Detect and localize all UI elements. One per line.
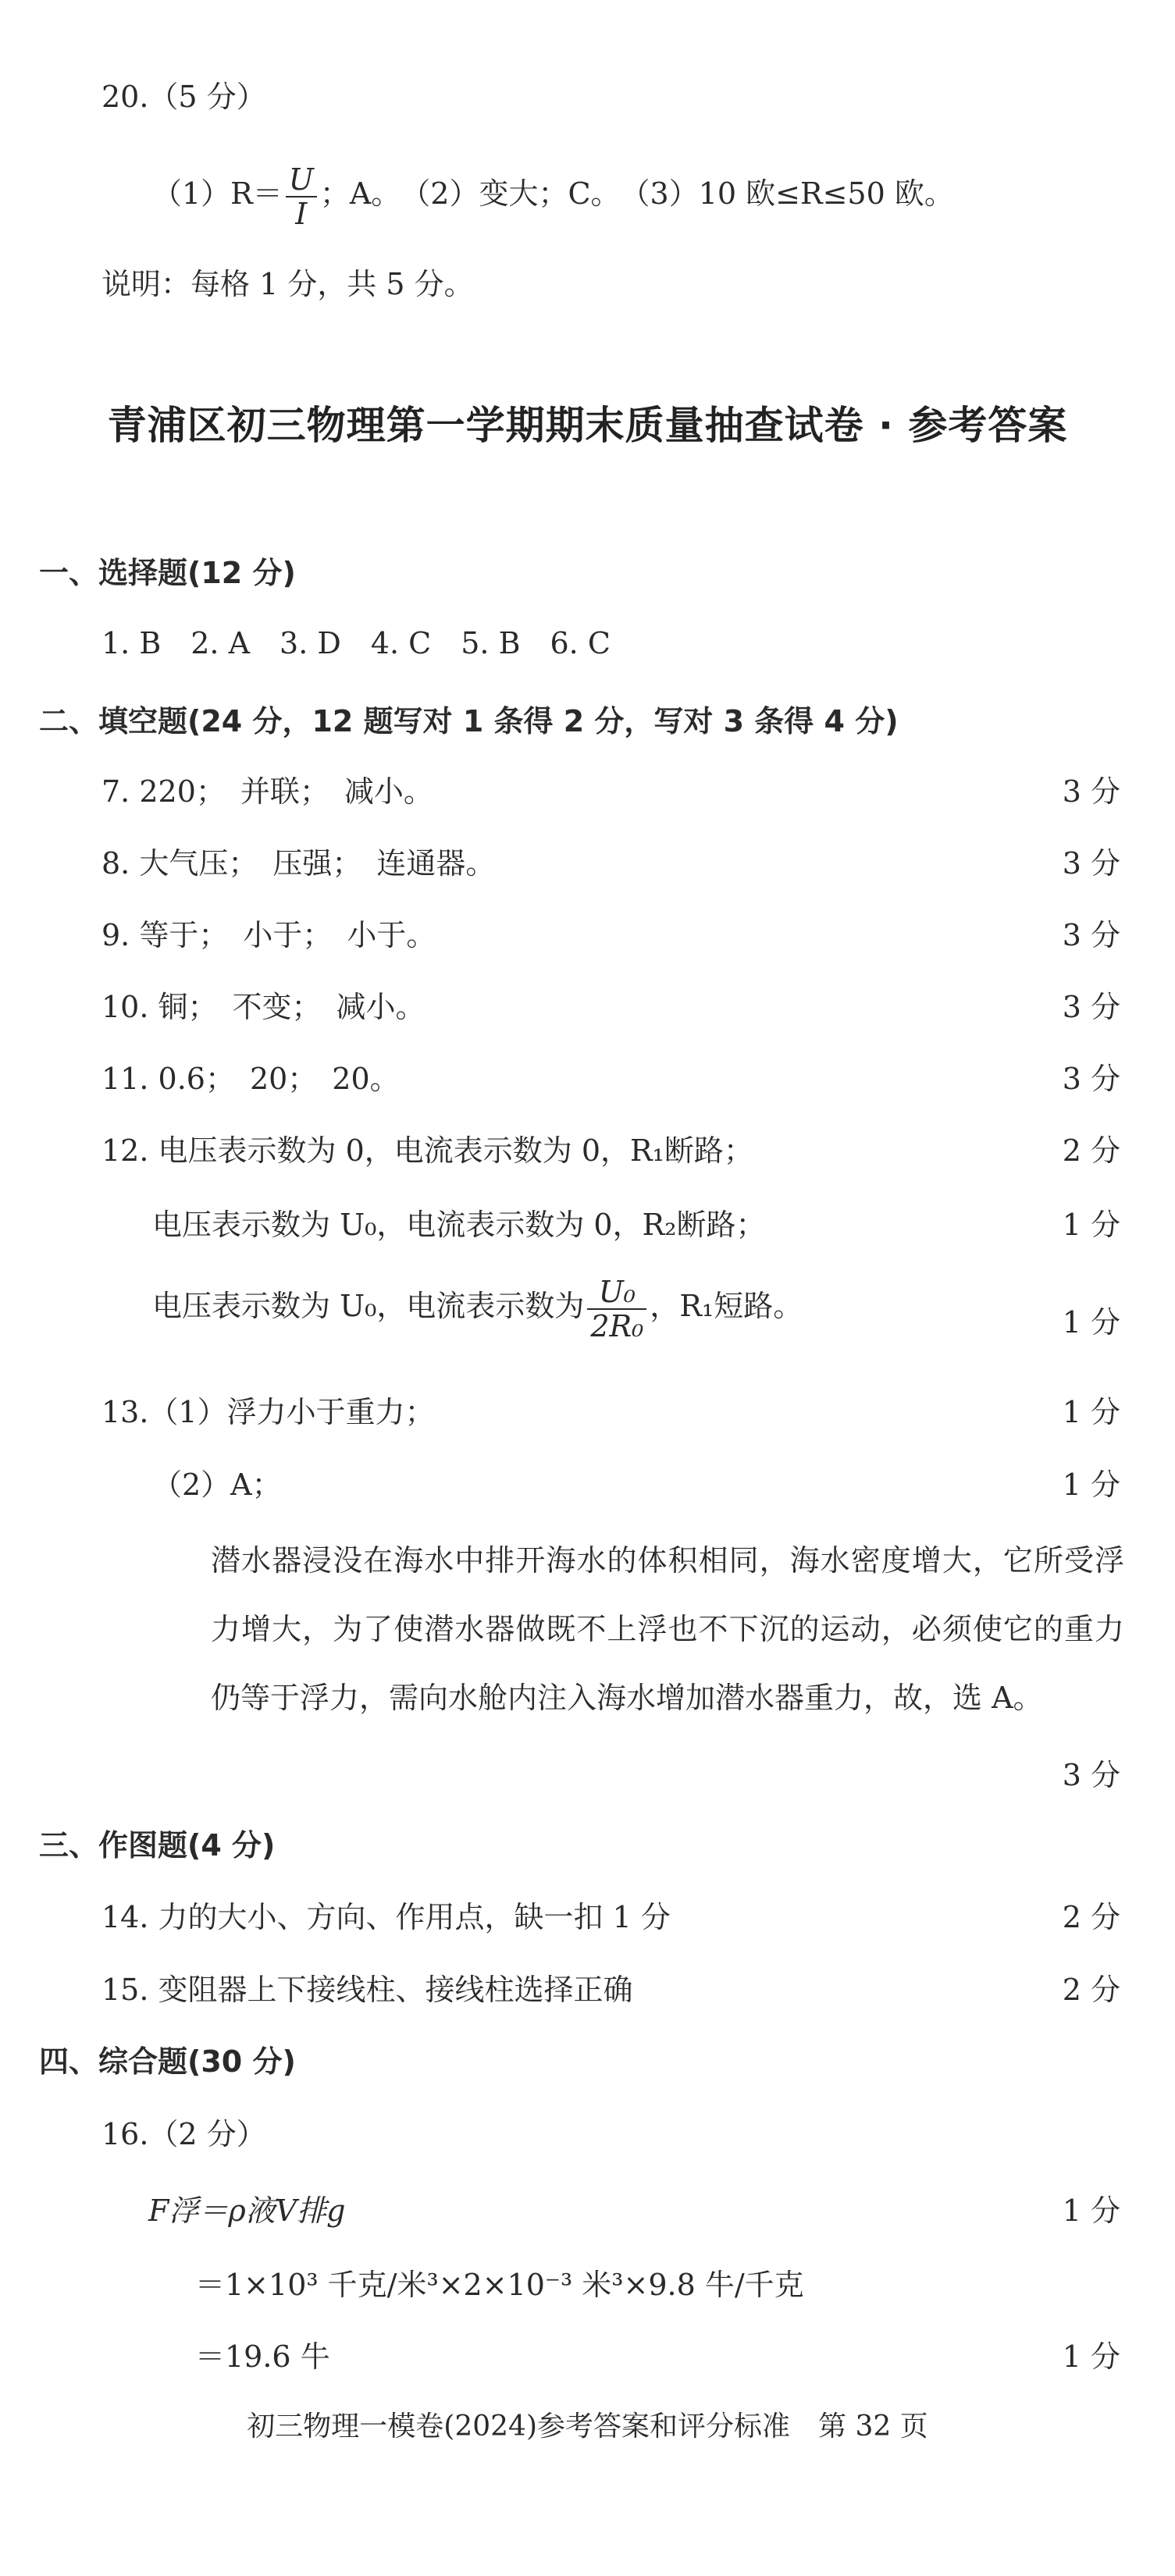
q20-fraction	[286, 163, 317, 230]
q7-score: 3 分	[1062, 774, 1120, 809]
q10-answer: 10. 铜； 不变； 减小。	[101, 990, 425, 1024]
q12-answer-line2: 电压表示数为 U₀，电流表示数为 0，R₂断路；	[152, 1208, 766, 1242]
q12-fraction	[587, 1276, 646, 1343]
q15-score: 2 分	[1062, 1973, 1120, 2007]
q10-score: 3 分	[1062, 990, 1120, 1024]
q12-line2-score: 1 分	[1062, 1208, 1120, 1242]
q20-answer-suffix: ；A。 （2）变大；C。 （3）10 欧≤R≤50 欧。	[319, 176, 954, 211]
q20-answers	[152, 156, 954, 231]
q8-answer: 8. 大气压； 压强； 连通器。	[101, 846, 496, 881]
q12-denominator: 2R₀	[590, 1308, 644, 1343]
section-2-heading: 二、填空题(24 分，12 题写对 1 条得 2 分，写对 3 条得 4 分)	[39, 704, 899, 738]
q11-answer: 11. 0.6； 20； 20。	[101, 1062, 400, 1096]
q13-explanation-score: 3 分	[1062, 1758, 1120, 1792]
q13-part1-score: 1 分	[1062, 1395, 1120, 1429]
section-4-heading: 四、综合题(30 分)	[39, 2044, 296, 2079]
q13-explanation: 潜水器浸没在海水中排开海水的体积相同，海水密度增大，它所受浮力增大，为了使潜水器做既不上浮也不下沉的运动，必须使它的重力仍等于浮力，需向水舱内注入海水增加潜水器重力，故，选 A。	[211, 1543, 1124, 1715]
q12-line1-score: 2 分	[1062, 1133, 1120, 1168]
q20-note: 说明：每格 1 分，共 5 分。	[101, 267, 474, 301]
q20-heading: 20.（5 分）	[101, 80, 266, 114]
q7-answer: 7. 220； 并联； 减小。	[101, 774, 433, 809]
choice-answers: 1. B 2. A 3. D 4. C 5. B 6. C	[101, 626, 611, 660]
q9-score: 3 分	[1062, 918, 1120, 952]
q11-score: 3 分	[1062, 1062, 1120, 1096]
q13-part2: （2）A；	[152, 1468, 282, 1502]
q12-line3-prefix: 电压表示数为 U₀，电流表示数为	[152, 1289, 585, 1323]
q12-line3-score: 1 分	[1062, 1305, 1120, 1340]
q12-numerator: U₀	[587, 1276, 646, 1310]
q13-part1: 13.（1）浮力小于重力；	[101, 1395, 435, 1429]
document-title: 青浦区初三物理第一学期期末质量抽查试卷 · 参考答案	[107, 403, 1068, 448]
section-1-heading: 一、选择题(12 分)	[39, 556, 296, 590]
q14-answer: 14. 力的大小、方向、作用点，缺一扣 1 分	[101, 1900, 671, 1934]
q16-formula-score: 1 分	[1062, 2194, 1120, 2228]
q16-heading: 16.（2 分）	[101, 2117, 266, 2151]
q20-denominator: I	[295, 196, 308, 231]
section-3-heading: 三、作图题(4 分)	[39, 1828, 276, 1863]
q9-answer: 9. 等于； 小于； 小于。	[101, 918, 436, 952]
q8-score: 3 分	[1062, 846, 1120, 881]
q12-answer-line3	[152, 1268, 803, 1343]
q16-result-score: 1 分	[1062, 2339, 1120, 2374]
q13-part2-score: 1 分	[1062, 1468, 1120, 1502]
page-footer: 初三物理一模卷(2024)参考答案和评分标准 第 32 页	[247, 2411, 928, 2443]
q20-answer-prefix: （1）R＝	[152, 176, 283, 211]
q14-score: 2 分	[1062, 1900, 1120, 1934]
q16-formula: F浮＝ρ液V排g	[148, 2194, 346, 2228]
q16-result: ＝19.6 牛	[195, 2339, 330, 2374]
q20-numerator: U	[286, 163, 317, 197]
q15-answer: 15. 变阻器上下接线柱、接线柱选择正确	[101, 1973, 633, 2007]
q16-calculation: ＝1×10³ 千克/米³×2×10⁻³ 米³×9.8 牛/千克	[195, 2268, 804, 2302]
q12-answer-line1: 12. 电压表示数为 0，电流表示数为 0，R₁断路；	[101, 1133, 753, 1168]
q12-line3-suffix: ，R₁短路。	[650, 1289, 803, 1323]
